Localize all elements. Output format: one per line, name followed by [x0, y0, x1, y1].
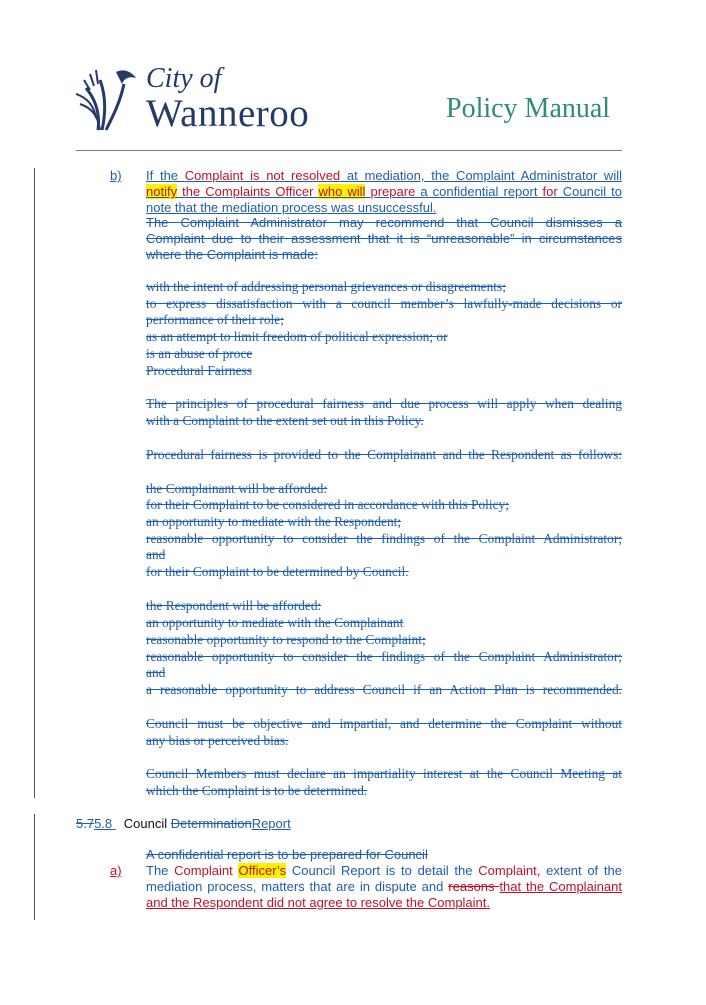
change-bar [34, 814, 35, 920]
deleted-line: Council must be objective and impartial, and determine the Complaint without [146, 716, 622, 731]
item-b-line-2: notify the Complaints Officer who will prepare a confidential report for Council to [146, 184, 623, 199]
deleted-line: the Respondent will be afforded: [146, 598, 322, 613]
changed-text: Complaint is not resolved [184, 168, 341, 183]
section-heading: 5.75.8 Council DeterminationReport [76, 816, 291, 831]
highlighted-text: notify [146, 184, 178, 199]
deleted-line: to express dissatisfaction with a council member’s lawfully-made decisions or [146, 296, 622, 311]
deleted-line: Complaint due to their assessment that it is “unreasonable” in circumstances [146, 231, 622, 246]
deleted-line: reasonable opportunity to consider the findings of the Complaint Administrator; [146, 531, 622, 546]
deleted-line: for their Complaint to be determined by Council. [146, 564, 409, 579]
highlighted-text: who will [318, 184, 366, 199]
item-a-line-1: The Complaint Officer’s Council Report is to detail the Complaint, extent of the [146, 863, 623, 878]
deleted-line: A confidential report is to be prepared for Council [146, 847, 428, 862]
item-b-line-3: note that the mediation process was unsuccessful. [146, 200, 437, 215]
deleted-line: and [146, 665, 166, 680]
new-section-title: Report [251, 816, 291, 831]
item-b-line-1: If the Complaint is not resolved at mediation, the Complaint Administrator will [146, 168, 622, 183]
logo-city-of: City of [146, 63, 222, 94]
deleted-line: Council Members must declare an impartiality interest at the Council Meeting at [146, 766, 622, 781]
deleted-line: a reasonable opportunity to address Council if an Action Plan is recommended. [146, 682, 622, 697]
deleted-heading: Procedural Fairness [146, 363, 252, 378]
deleted-line: and [146, 547, 166, 562]
highlighted-text: Officer’s [238, 863, 287, 878]
city-logo [76, 64, 326, 136]
change-bar [34, 168, 35, 798]
deleted-line: an opportunity to mediate with the Respondent; [146, 514, 402, 529]
deleted-line: with the intent of addressing personal grievances or disagreements; [146, 279, 506, 294]
deleted-line: as an attempt to limit freedom of political expression; or [146, 329, 448, 344]
deleted-line: is an abuse of proce [146, 346, 253, 361]
header-title: Policy Manual [446, 93, 611, 124]
deleted-line: any bias or perceived bias. [146, 733, 289, 748]
item-a-label: a) [110, 863, 122, 878]
deleted-line: The principles of procedural fairness and due process will apply when dealing [146, 396, 622, 411]
deleted-line: an opportunity to mediate with the Complainant [146, 615, 404, 630]
item-a-line-3: and the Respondent did not agree to resolve the Complaint. [146, 895, 491, 910]
item-b-label: b) [110, 168, 122, 183]
item-a-line-2: mediation process, matters that are in dispute and reasons that the Complainant [146, 879, 622, 894]
old-section-title: Determination [170, 816, 252, 831]
logo-wanneroo: Wanneroo [146, 92, 310, 135]
new-section-number: 5.8 [94, 816, 113, 831]
deleted-line: reasonable opportunity to consider the findings of the Complaint Administrator; [146, 649, 622, 664]
deleted-line: The Complaint Administrator may recommend that Council dismisses a [146, 215, 622, 230]
deleted-line: Procedural fairness is provided to the Complainant and the Respondent as follows: [146, 447, 622, 462]
deleted-line: for their Complaint to be considered in accordance with this Policy; [146, 497, 509, 512]
deleted-line: with a Complaint to the extent set out in this Policy. [146, 413, 424, 428]
deleted-line: where the Complaint is made: [146, 247, 318, 262]
deleted-line: performance of their role; [146, 312, 284, 327]
old-section-number: 5.7 [76, 816, 95, 831]
logo-emblem-icon [76, 64, 142, 134]
header-divider [76, 150, 622, 151]
deleted-line: reasonable opportunity to respond to the Complaint; [146, 632, 426, 647]
deleted-line: the Complainant will be afforded: [146, 481, 328, 496]
deleted-line: which the Complaint is to be determined. [146, 783, 368, 798]
